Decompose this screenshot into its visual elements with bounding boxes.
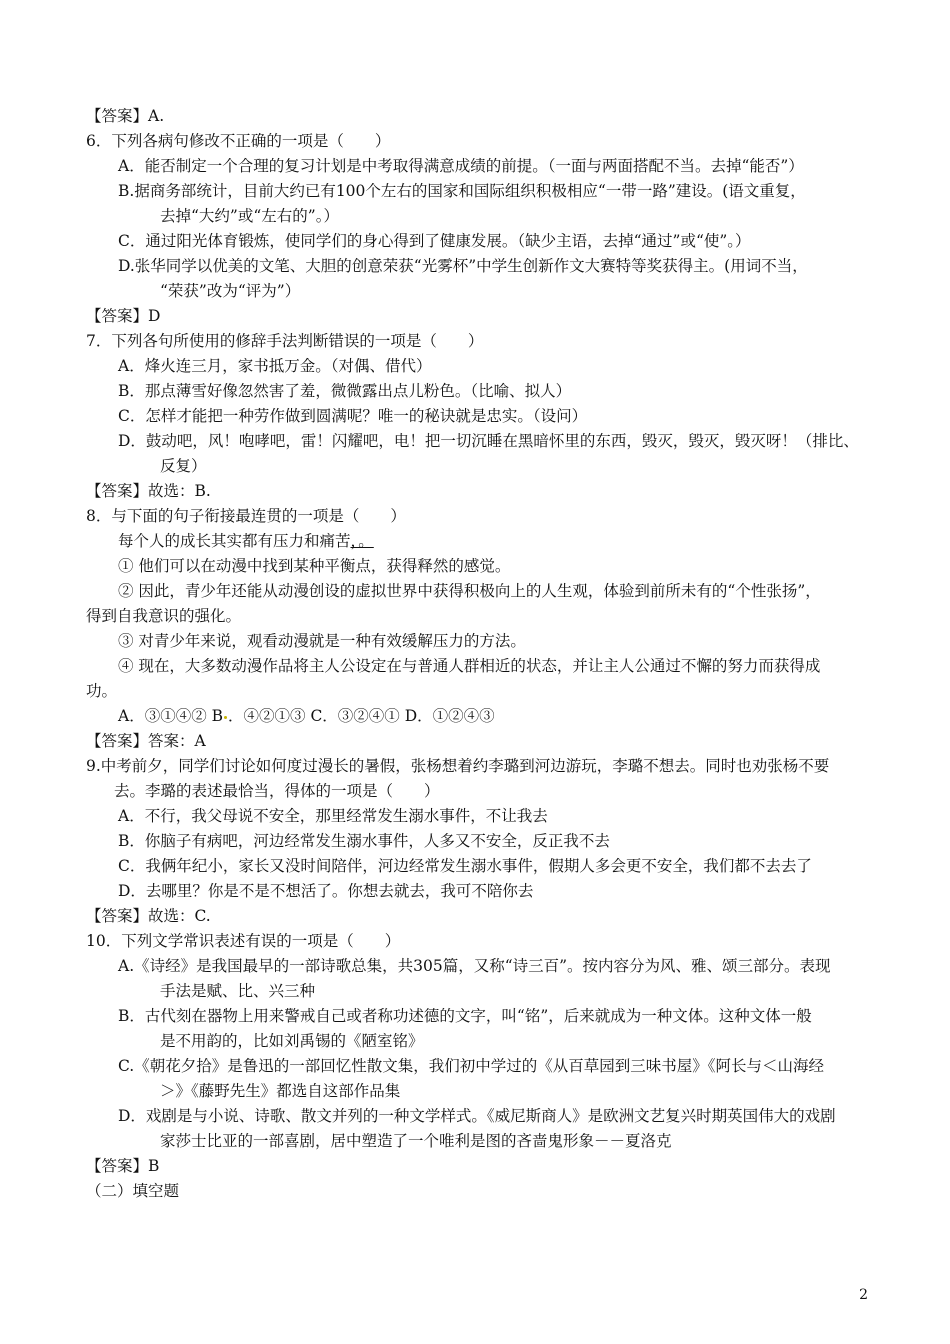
option-line: ＞》《藤野先生》都选自这部作品集: [160, 1082, 401, 1100]
option-line: B．那点薄雪好像忽然害了羞，微微露出点儿粉色。（比喻、拟人）: [118, 382, 572, 400]
option-line: D．鼓动吧，风！咆哮吧，雷！闪耀吧，电！把一切沉睡在黑暗怀里的东西，毁灭，毁灭，毁灭呀！（排比、: [118, 432, 859, 450]
option-line: D．戏剧是与小说、诗歌、散文并列的一种文学样式。《威尼斯商人》是欧洲文艺复兴时期英国伟大的戏剧: [118, 1107, 836, 1125]
q8-intro-line: [118, 529, 884, 554]
question-line: 6．下列各病句修改不正确的一项是（ ）: [86, 132, 391, 150]
option-line: “荣获”改为“评为”）: [160, 282, 301, 300]
option-line: A．烽火连三月，家书抵万金。（对偶、借代）: [118, 357, 432, 375]
question-line: 10．下列文学常识表述有误的一项是（ ）: [86, 932, 401, 950]
question-line: 7．下列各句所使用的修辞手法判断错误的一项是（ ）: [86, 332, 484, 350]
q8-options-text-a: A．③①④② B: [118, 707, 224, 725]
q8-options-text-b: ．④②①③ C．③②④① D．①②④③: [228, 707, 495, 725]
option-line: D．去哪里？你是不是不想活了。你想去就去，我可不陪你去: [118, 882, 534, 900]
option-line: A.《诗经》是我国最早的一部诗歌总集，共305篇，又称“诗三百”。按内容分为风、雅、颂三部分。表现: [118, 957, 831, 975]
option-line: 家莎士比亚的一部喜剧，居中塑造了一个唯利是图的吝啬鬼形象－－夏洛克: [160, 1132, 672, 1150]
answer-line: 【答案】D: [86, 307, 161, 325]
option-line: C．我俩年纪小，家长又没时间陪伴，河边经常发生溺水事件，假期人多会更不安全，我们都不去去了: [118, 857, 812, 875]
option-line: A．不行，我父母说不安全，那里经常发生溺水事件，不让我去: [118, 807, 548, 825]
question-line: 去。李璐的表述最恰当，得体的一项是（ ）: [114, 782, 440, 800]
highlight-dot-icon: [224, 716, 227, 719]
option-line: B.据商务部统计，目前大约已有100个左右的国家和国际组织积极相应“一带一路”建设。(语文重复，: [118, 182, 806, 200]
paragraph-line: 功。: [86, 682, 118, 700]
answer-line: （二）填空题: [86, 1182, 180, 1200]
q8-intro-text: 每个人的成长其实都有压力和痛苦: [118, 532, 351, 550]
question-block-9-10: [84, 729, 884, 1204]
page-number: 2: [859, 1287, 868, 1303]
option-line: B．你脑子有病吧，河边经常发生溺水事件，人多又不安全，反正我不去: [118, 832, 610, 850]
option-line: C．通过阳光体育锻炼，使同学们的身心得到了健康发展。（缺少主语，去掉“通过”或“使”。）: [118, 232, 751, 250]
answer-line: 【答案】故选：C.: [86, 907, 211, 925]
option-line: A．能否制定一个合理的复习计划是中考取得满意成绩的前提。（一面与两面搭配不当。去掉“能否”）: [118, 157, 804, 175]
question-block-6-8: [84, 104, 884, 529]
option-line: C.《朝花夕拾》是鲁迅的一部回忆性散文集，我们初中学过的《从百草园到三味书屋》《阿长与＜山海经: [118, 1057, 824, 1075]
question-line: 8．与下面的句子衔接最连贯的一项是（ ）: [86, 507, 406, 525]
option-line: 手法是赋、比、兴三种: [160, 982, 316, 1000]
paragraph-line: 得到自我意识的强化。: [86, 607, 242, 625]
option-line: 是不用韵的，比如刘禹锡的《陋室铭》: [160, 1032, 424, 1050]
paragraph-line: ④ 现在，大多数动漫作品将主人公设定在与普通人群相近的状态，并让主人公通过不懈的努力而获得成: [118, 657, 821, 675]
question-line: 9.中考前夕，同学们讨论如何度过漫长的暑假，张杨想着约李璐到河边游玩，李璐不想去。同时也劝张杨不要: [86, 757, 830, 775]
option-line: B．古代刻在器物上用来警戒自己或者称功述德的文字，叫“铭”，后来就成为一种文体。这种文体一般: [118, 1007, 812, 1025]
q8-sentences: [84, 554, 884, 704]
option-line: 反复）: [160, 457, 207, 475]
document-body: [84, 104, 884, 1204]
q8-options-line: [118, 704, 884, 729]
answer-line: 【答案】故选：B.: [86, 482, 211, 500]
answer-line: 【答案】B: [86, 1157, 160, 1175]
q8-blank: ，。: [350, 532, 374, 550]
option-line: 去掉“大约”或“左右的”。）: [160, 207, 339, 225]
paragraph-line: ② 因此，青少年还能从动漫创设的虚拟世界中获得积极向上的人生观，体验到前所未有的“个性张扬”，: [118, 582, 821, 600]
option-line: D.张华同学以优美的文笔、大胆的创意荣获“光雾杯”中学生创新作文大赛特等奖获得主。(用词不当，: [118, 257, 808, 275]
paragraph-line: ③ 对青少年来说，观看动漫就是一种有效缓解压力的方法。: [118, 632, 526, 650]
answer-line: 【答案】A.: [86, 107, 165, 125]
answer-line: 【答案】答案：A: [86, 732, 206, 750]
option-line: C．怎样才能把一种劳作做到圆满呢？唯一的秘诀就是忠实。（设问）: [118, 407, 588, 425]
paragraph-line: ① 他们可以在动漫中找到某种平衡点，获得释然的感觉。: [118, 557, 511, 575]
